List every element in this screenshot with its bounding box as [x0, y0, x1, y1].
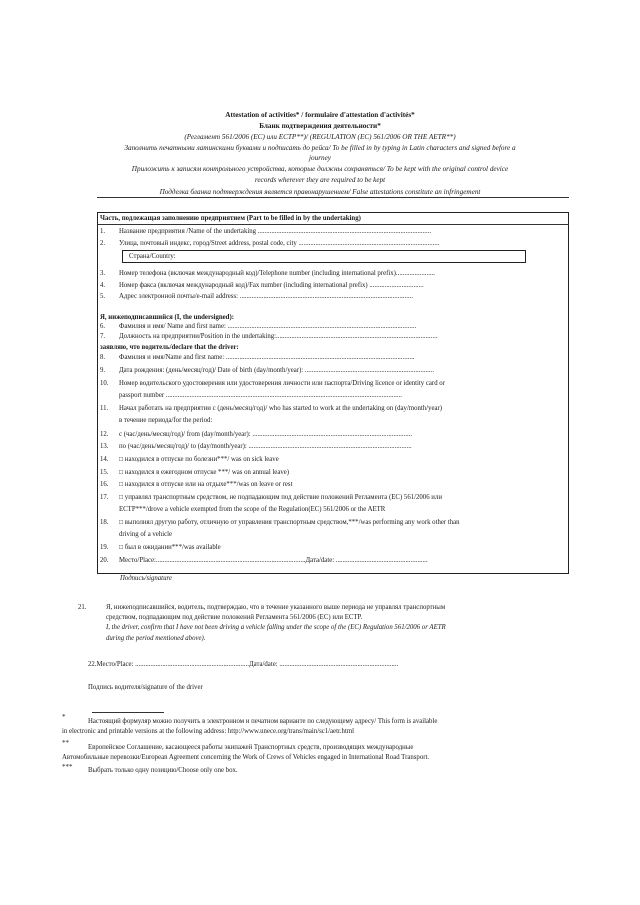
field-label[interactable]: Фамилия и имя/ Name and first name: ............................................................................................................... — [119, 323, 417, 330]
field-number: 20. — [100, 557, 109, 564]
field-label[interactable]: passport number ........................................................................................................................................... — [119, 392, 403, 399]
driver-place-date-field[interactable]: 22.Место/Place: ...................................................................Дата/date: ...................................................................... — [88, 661, 399, 668]
field-label[interactable]: □ был в ожидании***/was available — [119, 544, 221, 551]
driver-declaration-line-1: Я, нижеподписавшийся, водитель, подтверждаю, что в течение указанного выше периода не управлял транспортным — [106, 604, 446, 611]
section-divider — [97, 224, 569, 225]
footnote-2-line-1: Европейское Соглашение, касающееся работы экипажей Транспортных средств, производящих международные — [88, 744, 414, 751]
field-label[interactable]: Номер факса (включая международный код)/Fax number (including international prefix) ................................ — [119, 282, 424, 289]
field-label[interactable]: □ находился в отпуске или на отдыхе***/was on leave or rest — [119, 481, 293, 488]
field-label[interactable]: Номер телефона (включая международный код)/Telephone number (including international prefix)....................... — [119, 270, 435, 277]
item-21-number: 21. — [78, 604, 87, 611]
field-number: 3. — [100, 270, 106, 277]
footnote-2-line-2: Автомобильные перевозки/European Agreement concerning the Work of Crews of Vehicles engaged in International Road Transport. — [62, 754, 430, 761]
driver-declaration-line-3: I, the driver, confirm that I have not been driving a vehicle falling under the scope of the (EC) Regulation 561/2006 or AETR — [106, 624, 446, 631]
field-label[interactable]: Улица, почтовый индекс, город/Street address, postal code, city ................................................................................... — [119, 240, 440, 247]
field-number: 11. — [100, 405, 109, 412]
field-label[interactable]: Дата рождения: (день/месяц/год)/ Date of birth (day/month/year): ............................................................................ — [119, 367, 435, 374]
attach-instruction-2: records wherever they are required to be kept — [254, 176, 386, 184]
field-number: 12. — [100, 431, 109, 438]
form-signature-label: Подпись/signature — [120, 575, 172, 582]
field-number: 4. — [100, 282, 106, 289]
field-number: 18. — [100, 519, 109, 526]
top-divider — [97, 197, 569, 198]
field-label[interactable]: □ управлял транспортным средством, не подпадающим под действие положений Регламента (ЕС) 561/2006 или — [119, 494, 442, 501]
footnote-separator — [92, 712, 164, 713]
document-title: Attestation of activities* / formulaire d'attestation d'activités* — [225, 111, 415, 119]
fill-instruction-2: journey — [309, 154, 331, 162]
field-number: 7. — [100, 333, 106, 340]
field-label[interactable]: driving of a vehicle — [119, 531, 173, 538]
field-number: 14. — [100, 456, 109, 463]
field-number: 17. — [100, 494, 109, 501]
field-label[interactable]: Фамилия и имя/Name and first name: ............................................................................................................... — [119, 354, 415, 361]
field-label[interactable]: в течение периода/for the period: — [119, 417, 213, 424]
driver-signature-label: Подпись водителя/signature of the driver — [88, 684, 203, 691]
field-label[interactable]: Должность на предприятии/Position in the undertaking:............................................................................................... — [119, 333, 438, 340]
section-driver-heading: заявляю, что водитель/declare that the driver: — [100, 344, 239, 351]
field-label[interactable]: Название предприятия /Name of the undertaking ...................................................................................................... — [119, 228, 432, 235]
field-number: 19. — [100, 544, 109, 551]
document-title-ru: Бланк подтверждения деятельности* — [259, 122, 381, 130]
field-label[interactable]: ЕСТР***/drove a vehicle exempted from the scope of the Regulation(EC) 561/2006 or the AETR — [119, 506, 386, 513]
field-number: 1. — [100, 228, 106, 235]
field-number: 2. — [100, 240, 106, 247]
driver-declaration-line-2: средством, подпадающим под действие положений Регламента 561/2006 (ЕС) или ЕСТР. — [106, 614, 363, 621]
section-undertaking-heading: Часть, подлежащая заполнению предприятием (Part to be filled in by the undertaking) — [100, 215, 361, 222]
country-field[interactable]: Страна/Country: — [122, 250, 526, 263]
field-label[interactable]: по (час/день/месяц/год)/ to (day/month/year): ................................................................................................ — [119, 443, 412, 450]
field-label[interactable]: с (час/день/месяц/год)/ from (day/month/year): .............................................................................................. — [119, 431, 413, 438]
field-number: 6. — [100, 323, 106, 330]
field-label[interactable]: □ находился в ежегодном отпуске ***/ was on annual leave) — [119, 469, 290, 476]
field-number: 10. — [100, 380, 109, 387]
footnote-1-line-1: Настоящий формуляр можно получить в электронном и печатном варианте по следующему адресу/ This form is available — [88, 718, 438, 725]
field-label[interactable]: Место/Place:........................................................................................Дата/date: ...................................................... — [119, 557, 428, 564]
field-number: 16. — [100, 481, 109, 488]
field-label[interactable]: □ находился в отпуске по болезни***/ was on sick leave — [119, 456, 279, 463]
footnote-1-mark: * — [62, 713, 66, 721]
footnote-2-mark: ** — [62, 739, 69, 747]
section-undersigned-heading: Я, нижеподписавшийся (I, the undersigned): — [100, 314, 234, 321]
footnote-1-line-2: in electronic and printable versions at the following address: http://www.unece.org/trans/main/sc1/aetr.html — [62, 728, 355, 735]
field-label[interactable]: Номер водительского удостоверения или удостоверения личности или паспорта/Driving licence or identity card or — [119, 380, 445, 387]
field-label[interactable]: Адрес электронной почты/e-mail address: ...................................................................................................... — [119, 293, 413, 300]
attach-instruction: Приложить к записям контрольного устройства, которые должны сохраняться/ To be kept with the original control device — [131, 165, 509, 173]
field-number: 13. — [100, 443, 109, 450]
false-attestation-warning: Подделка бланка подтверждения является правонарушением/ False attestations constitute an infringement — [159, 188, 481, 196]
field-number: 8. — [100, 354, 106, 361]
field-number: 5. — [100, 293, 106, 300]
regulation-line: (Регламент 561/2006 (ЕС) или ЕСТР**)/ (REGULATION (EC) 561/2006 OR THE AETR**) — [184, 133, 456, 141]
driver-declaration-line-4: during the period mentioned above). — [106, 635, 206, 642]
footnote-3-line-1: Выбрать только одну позицию/Choose only one box. — [88, 767, 238, 774]
footnote-3-mark: *** — [62, 763, 73, 771]
field-number: 9. — [100, 367, 106, 374]
field-label[interactable]: Начал работать на предприятии с (день/месяц/год)/ who has started to work at the undertaking on (day/month/year) — [119, 405, 443, 412]
fill-instruction: Заполнить печатными латинскими буквами и подписать до рейса/ To be filled in by typing in Latin characters and signed before a — [124, 144, 516, 152]
field-label[interactable]: □ выполнял другую работу, отличную от управления транспортным средством,***/was performing any work other than — [119, 519, 460, 526]
field-number: 15. — [100, 469, 109, 476]
